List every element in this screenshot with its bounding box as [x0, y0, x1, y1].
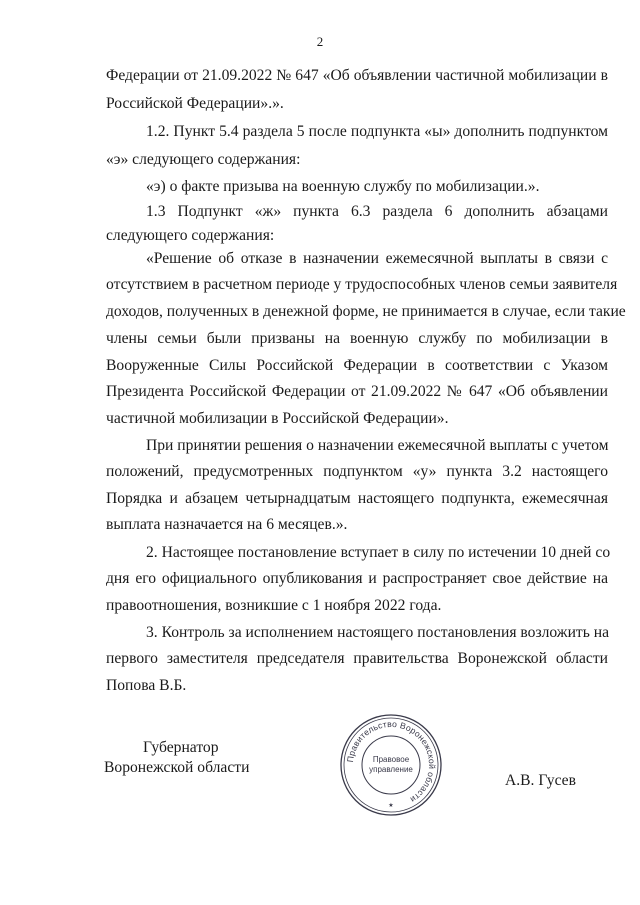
svg-text:Правительство Воронежской обла: Правительство Воронежской области [345, 718, 438, 805]
svg-text:★: ★ [388, 803, 394, 809]
text-line: 2. Настоящее постановление вступает в силу по истечении 10 дней со [146, 544, 611, 561]
text-line: Вооруженные Силы Российской Федерации в соответствии с Указом [106, 357, 608, 374]
text-line: Порядка и абзацем четырнадцатым настоящего подпункта, ежемесячная [106, 490, 608, 507]
text-line: отсутствием в расчетном периоде у трудоспособных членов семьи заявителя [106, 276, 618, 293]
svg-text:управление: управление [369, 765, 413, 774]
text-line: Попова В.Б. [106, 677, 187, 694]
text-line: положений, предусмотренных подпунктом «у» пункта 3.2 настоящего [106, 463, 608, 480]
signatory-position: Губернатор [143, 739, 219, 756]
text-line: частичной мобилизации в Российской Федерации». [106, 410, 449, 427]
text-line: Российской Федерации».». [106, 95, 284, 112]
svg-text:Правовое: Правовое [372, 755, 410, 764]
text-line: доходов, полученных в денежной форме, не принимается в случае, если такие [106, 303, 626, 320]
text-line: 1.3 Подпункт «ж» пункта 6.3 раздела 6 дополнить абзацами [146, 203, 608, 220]
text-line: 3. Контроль за исполнением настоящего постановления возложить на [146, 624, 610, 641]
text-line: «э» следующего содержания: [106, 151, 301, 168]
page-number: 2 [316, 34, 324, 49]
text-line: члены семьи были призваны на военную службу по мобилизации в [106, 330, 608, 347]
text-line: Президента Российской Федерации от 21.09.2022 № 647 «Об объявлении [106, 383, 608, 400]
signatory-name: А.В. Гусев [505, 772, 576, 789]
text-line: 1.2. Пункт 5.4 раздела 5 после подпункта «ы» дополнить подпунктом [146, 123, 608, 140]
text-line: дня его официального опубликования и распространяет свое действие на [106, 570, 608, 587]
text-line: «э) о факте призыва на военную службу по мобилизации.». [146, 178, 540, 195]
text-line: правоотношения, возникшие с 1 ноября 2022 года. [106, 597, 442, 614]
text-line: выплата назначается на 6 месяцев.». [106, 516, 348, 533]
text-line: Федерации от 21.09.2022 № 647 «Об объявлении частичной мобилизации в [106, 67, 608, 84]
text-line: «Решение об отказе в назначении ежемесячной выплаты в связи с [146, 250, 608, 267]
text-line: следующего содержания: [106, 227, 275, 244]
official-stamp [338, 712, 444, 818]
text-line: При принятии решения о назначении ежемесячной выплаты с учетом [146, 437, 609, 454]
text-line: первого заместителя председателя правительства Воронежской области [106, 650, 608, 667]
signatory-region: Воронежской области [104, 759, 250, 776]
